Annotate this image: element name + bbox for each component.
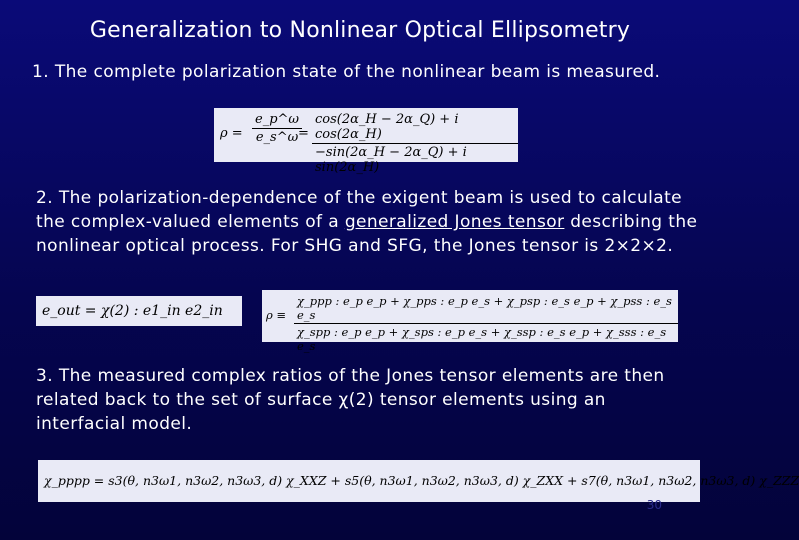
f1-num-left: e_p^ω: [252, 112, 302, 129]
formula-jones-ratio: [262, 290, 678, 353]
slide-title: Generalization to Nonlinear Optical Ellipsometry: [89, 18, 631, 43]
f1-equals: =: [298, 126, 309, 141]
page-number: 30: [646, 498, 662, 512]
f1-den-left: e_s^ω: [255, 130, 299, 145]
formula-eout: e_out = χ(2) : e1_in e2_in: [36, 296, 242, 326]
f1-left-fraction: [252, 112, 302, 145]
f2-fraction: [294, 294, 678, 353]
point-1: 1. The complete polarization state of the nonlinear beam is measured.: [32, 62, 661, 82]
generalized-jones-tensor-term: generalized Jones tensor: [344, 212, 565, 232]
formula-interfacial-model: χ_pppp = s3(θ, n3ω1, n3ω2, n3ω3, d) χ_XXZ + s5(θ, n3ω1, n3ω2, n3ω3, d) χ_ZXX + s7(θ, n3ω1, n3ω2, n3ω3, d) χ_ZZZ: [38, 460, 700, 502]
point-2-text-b: describing the nonlinear optical process. For SHG and SFG, the Jones tensor is 2×2×2.: [36, 212, 698, 256]
f1-num-right: cos(2α_H − 2α_Q) + i cos(2α_H): [312, 112, 518, 144]
f2-rho: ρ ≡: [266, 308, 287, 322]
f2-num: χ_ppp : e_p e_p + χ_pps : e_p e_s + χ_psp : e_s e_p + χ_pss : e_s e_s: [294, 294, 678, 324]
f1-den-right: −sin(2α_H − 2α_Q) + i sin(2α_H): [315, 145, 467, 175]
formula-polarization-ratio: [214, 108, 518, 175]
point-2: [36, 186, 716, 258]
point-2-text-a: 2. The polarization-dependence of the exigent beam is used to calculate the complex-valued elements of a: [36, 188, 683, 232]
f2-den: χ_spp : e_p e_p + χ_sps : e_p e_s + χ_ssp : e_s e_p + χ_sss : e_s e_s: [297, 325, 667, 353]
f1-right-fraction: [312, 112, 518, 175]
f1-rho: ρ =: [220, 126, 243, 141]
point-3: 3. The measured complex ratios of the Jones tensor elements are then related back to the set of surface χ(2) tensor elements using an interfacial model.: [36, 366, 665, 434]
